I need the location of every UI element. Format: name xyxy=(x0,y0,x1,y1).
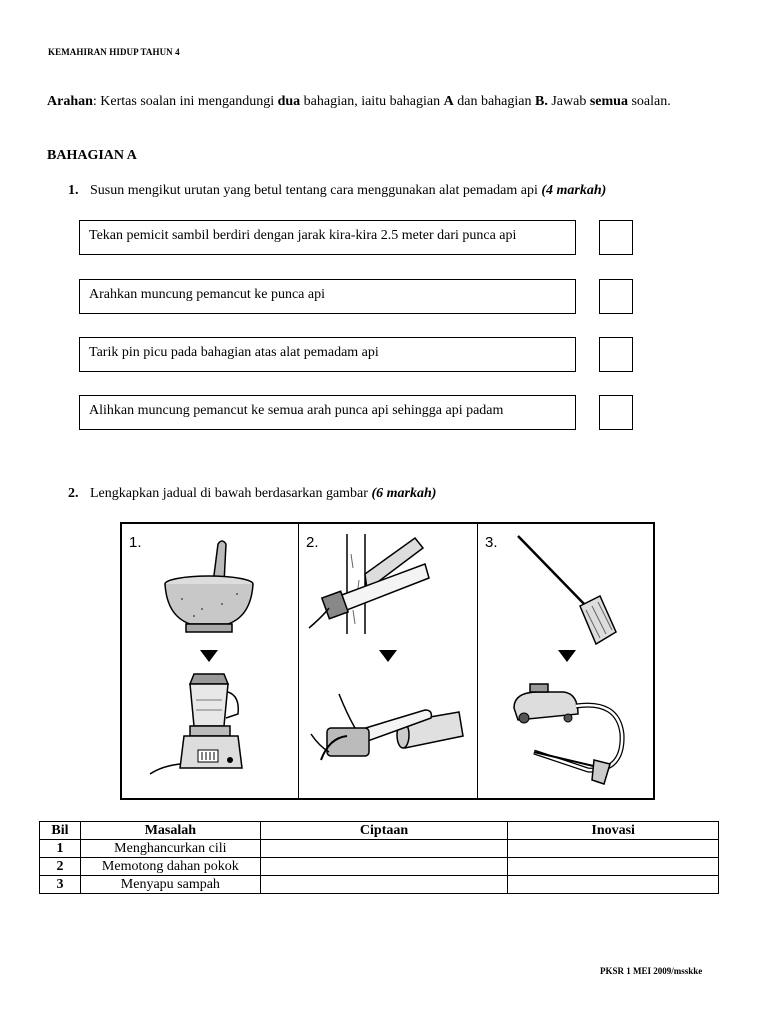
panel-label: 3. xyxy=(485,534,498,551)
cell-inovasi[interactable] xyxy=(508,840,719,858)
cell-bil: 2 xyxy=(40,858,81,876)
cell-bil: 1 xyxy=(40,840,81,858)
instruction-text: : Kertas soalan ini mengandungi xyxy=(92,94,278,109)
question-number: 1. xyxy=(68,183,79,198)
mortar-blender-illustration xyxy=(122,524,299,798)
cell-ciptaan[interactable] xyxy=(260,876,508,894)
picture-panel-3 xyxy=(478,524,653,798)
question-marks: (6 markah) xyxy=(371,486,437,501)
table-row xyxy=(40,876,719,894)
column-header-masalah: Masalah xyxy=(80,822,260,840)
question-text: Susun mengikut urutan yang betul tentang cara menggunakan alat pemadam api xyxy=(90,183,542,198)
cell-inovasi[interactable] xyxy=(508,876,719,894)
broom-vacuum-illustration xyxy=(478,524,653,798)
cell-bil: 3 xyxy=(40,876,81,894)
instruction-paragraph xyxy=(47,93,727,111)
column-header-inovasi: Inovasi xyxy=(508,822,719,840)
cell-masalah: Memotong dahan pokok xyxy=(80,858,260,876)
panel-label: 1. xyxy=(129,534,142,551)
document-footer: PKSR 1 MEI 2009/msskke xyxy=(600,966,703,976)
step-box: Arahkan muncung pemancut ke punca api xyxy=(79,279,576,314)
cell-masalah: Menyapu sampah xyxy=(80,876,260,894)
instruction-text: bahagian, iaitu bahagian xyxy=(300,94,444,109)
picture-frame xyxy=(120,522,655,800)
cell-inovasi[interactable] xyxy=(508,858,719,876)
document-header: KEMAHIRAN HIDUP TAHUN 4 xyxy=(48,47,180,57)
instruction-bold: B. xyxy=(535,94,548,109)
column-header-ciptaan: Ciptaan xyxy=(260,822,508,840)
saw-chainsaw-illustration xyxy=(299,524,478,798)
instruction-bold: semua xyxy=(589,94,628,109)
table-row xyxy=(40,858,719,876)
instruction-bold: A xyxy=(443,94,454,109)
question-text: Lengkapkan jadual di bawah berdasarkan gambar xyxy=(90,486,372,501)
answer-table xyxy=(39,821,719,894)
column-header-bil: Bil xyxy=(40,822,81,840)
question-2 xyxy=(68,486,436,502)
instruction-bold: dua xyxy=(277,94,301,109)
instruction-text: dan bahagian xyxy=(453,94,535,109)
picture-panel-1 xyxy=(122,524,299,798)
answer-box[interactable] xyxy=(599,337,633,372)
picture-panel-2 xyxy=(299,524,478,798)
panel-label: 2. xyxy=(306,534,319,551)
table-row xyxy=(40,840,719,858)
answer-box[interactable] xyxy=(599,279,633,314)
cell-ciptaan[interactable] xyxy=(260,840,508,858)
step-box: Tekan pemicit sambil berdiri dengan jarak kira-kira 2.5 meter dari punca api xyxy=(79,220,576,255)
cell-masalah: Menghancurkan cili xyxy=(80,840,260,858)
step-box: Tarik pin picu pada bahagian atas alat pemadam api xyxy=(79,337,576,372)
table-header-row xyxy=(40,822,719,840)
question-number: 2. xyxy=(68,486,79,501)
section-title: BAHAGIAN A xyxy=(47,148,137,163)
step-box: Alihkan muncung pemancut ke semua arah punca api sehingga api padam xyxy=(79,395,576,430)
instruction-text: Jawab xyxy=(547,94,590,109)
answer-box[interactable] xyxy=(599,395,633,430)
instruction-label: Arahan xyxy=(47,94,93,109)
question-1 xyxy=(68,183,606,199)
instruction-text: soalan. xyxy=(627,94,671,109)
cell-ciptaan[interactable] xyxy=(260,858,508,876)
question-marks: (4 markah) xyxy=(541,183,607,198)
answer-box[interactable] xyxy=(599,220,633,255)
